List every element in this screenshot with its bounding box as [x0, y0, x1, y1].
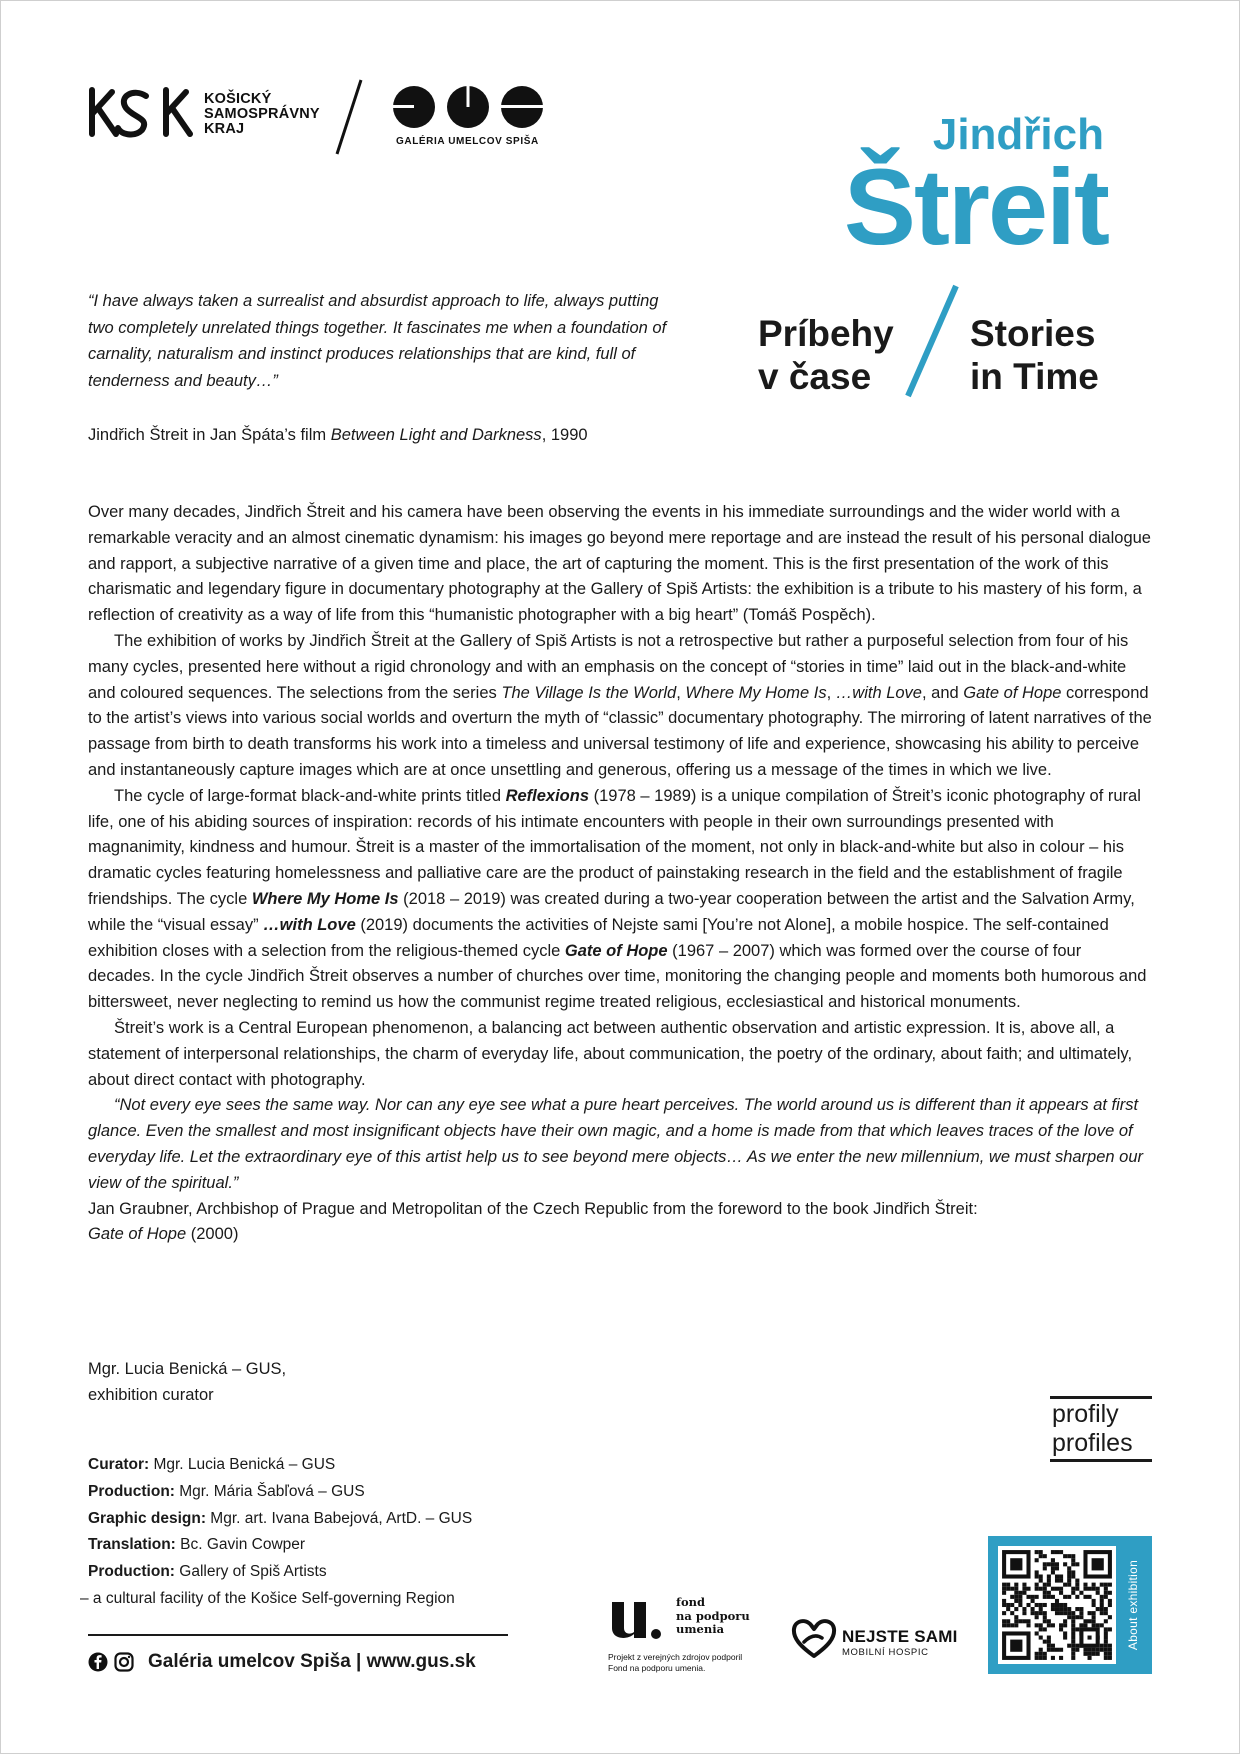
credit-row: Production: Mgr. Mária Šabľová – GUS: [88, 1482, 365, 1500]
credits-note: – a cultural facility of the Košice Self-governing Region: [80, 1589, 455, 1607]
footer-text[interactable]: Galéria umelcov Spiša | www.gus.sk: [148, 1651, 476, 1672]
hospic-name: NEJSTE SAMI: [842, 1627, 958, 1646]
artist-last-name: Štreit: [843, 146, 1108, 267]
footer-rule: [88, 1634, 508, 1636]
credit-row: Production: Gallery of Spiš Artists: [88, 1563, 327, 1581]
credits-list: [80, 1452, 473, 1613]
fpu-support-note: Projekt z verejných zdrojov podporil Fond na podporu umenia.: [608, 1652, 743, 1673]
curator-signature: Mgr. Lucia Benická – GUS, exhibition curator: [88, 1360, 287, 1404]
gus-logo-caption: GALÉRIA UMELCOV SPIŠA: [396, 136, 539, 147]
credit-row: Curator: Mgr. Lucia Benická – GUS: [88, 1456, 336, 1473]
paragraph-exhibition: The exhibition of works by Jindřich Štreit at the Gallery of Spiš Artists is not a retrospective but rather a purposeful selection from four of his many cycles, presented here without a rigid chronology and with an emphasis on the concept of “stories in time” laid out in the black-and-white and coloured sequences. The selections from the series The Village Is the World, Where My Home Is, …with Love, and Gate of Hope correspond to the artist’s views into various social worlds and overturn the myth of “classic” documentary photography. The mirroring of latent narratives of the passage from birth to death transforms his work into a timeless and universal testimony of life and experience, showcasing his ability to perceive and instantaneously capture images which are at once unsettling and generous, offering us a message of the times in which we live.: [88, 631, 1152, 779]
heart-hands-icon: [790, 1616, 838, 1660]
subtitle-english: Stories in Time: [970, 313, 1099, 397]
ksk-logo: [88, 84, 196, 140]
ksk-logo-text: KOŠICKÝ SAMOSPRÁVNY KRAJ: [204, 91, 320, 137]
logo-divider-slash: [334, 78, 364, 156]
footer-contact: [88, 1648, 476, 1676]
paragraph-cycles: The cycle of large-format black-and-white prints titled Reflexions (1978 – 1989) is a unique compilation of Štreit’s iconic photography of rural life, one of his abiding sources of inspiration: records of his intimate encounters with people in their own surroundings presented with magnanimity, kindness and humour. Štreit is a master of the immortalisation of the moment, not only in black-and-white but also in colour – his dramatic cycles featuring homelessness and palliative care are the product of painstaking research in the field and the establishment of fragile friendships. The cycle Where My Home Is (2018 – 2019) was created during a two-year cooperation between the artist and the Salvation Army, while the “visual essay” …with Love (2019) documents the activities of Nejste sami [You’re not Alone], a mobile hospice. The self-contained exhibition closes with a selection from the religious-themed cycle Gate of Hope (1967 – 2007) which was formed over the course of four decades. In the cycle Jindřich Štreit observes a number of churches over time, monitoring the changing people and moments both humorous and bittersweet, never neglecting to remind us how the communist regime treated religious, ecclesiastical and historical monuments.: [88, 786, 1147, 1012]
subtitle-slash: [896, 284, 960, 400]
fpu-logo-text: fond na podporu umenia: [676, 1595, 750, 1636]
quote-attribution: Jindřich Štreit in Jan Špáta’s film Between Light and Darkness, 1990: [88, 426, 588, 444]
hospic-subtitle: MOBILNÍ HOSPIC: [842, 1647, 929, 1658]
fpu-logo: [608, 1598, 662, 1642]
qr-label: About exhibition: [1126, 1559, 1140, 1651]
qr-block[interactable]: [988, 1536, 1152, 1674]
paragraph-graubner-attribution: Jan Graubner, Archbishop of Prague and Metropolitan of the Czech Republic from the foreword to the book Jindřich Štreit: Gate of Hope (2000): [88, 1199, 978, 1244]
qr-code[interactable]: [998, 1546, 1116, 1664]
profily-badge: profily profiles: [1050, 1396, 1152, 1462]
instagram-icon[interactable]: [114, 1652, 134, 1672]
gus-logo: [392, 84, 544, 130]
artist-quote: “I have always taken a surrealist and absurdist approach to life, always putting two completely unrelated things together. It fascinates me when a foundation of carnality, naturalism and instinct produces relationships that are kind, full of tenderness and beauty…”: [88, 292, 667, 390]
exhibition-text: [88, 500, 1152, 1248]
credit-row: Translation: Bc. Gavin Cowper: [88, 1536, 306, 1554]
paragraph-phenomenon: Štreit’s work is a Central European phenomenon, a balancing act between authentic observation and artistic expression. It is, above all, a statement of interpersonal relationships, the charm of everyday life, about communication, the poetry of the ordinary, about faith; and ultimately, about direct contact with photography.: [88, 1018, 1133, 1089]
facebook-icon[interactable]: [88, 1652, 108, 1672]
credit-row: Graphic design: Mgr. art. Ivana Babejová, ArtD. – GUS: [88, 1509, 473, 1527]
paragraph-intro: Over many decades, Jindřich Štreit and his camera have been observing the events in his immediate surroundings and the wider world with a remarkable veracity and an almost cinematic dynamism: his images go beyond mere reportage and are instead the result of his personal dialogue and rapport, a subjective narrative of a given time and place, the art of capturing the moment. This is the first presentation of the work of this charismatic and legendary figure in documentary photography at the Gallery of Spiš Artists: the exhibition is a tribute to his mastery of his form, a reflection of creativity as a way of life from this “humanistic photographer with a big heart” (Tomáš Pospěch).: [88, 503, 1151, 625]
artist-first-name: Jindřich: [932, 110, 1104, 159]
subtitle-slovak: Príbehy v čase: [758, 313, 894, 397]
paragraph-graubner-quote: “Not every eye sees the same way. Nor can any eye see what a pure heart perceives. The world around us is different than it appears at first glance. Even the smallest and most insignificant objects have their own magic, and a home is made from that which leaves traces of the love of everyday life. Let the extraordinary eye of this artist help us to see beyond mere objects… As we enter the new millennium, we must sharpen our view of the spiritual.”: [88, 1096, 1144, 1192]
